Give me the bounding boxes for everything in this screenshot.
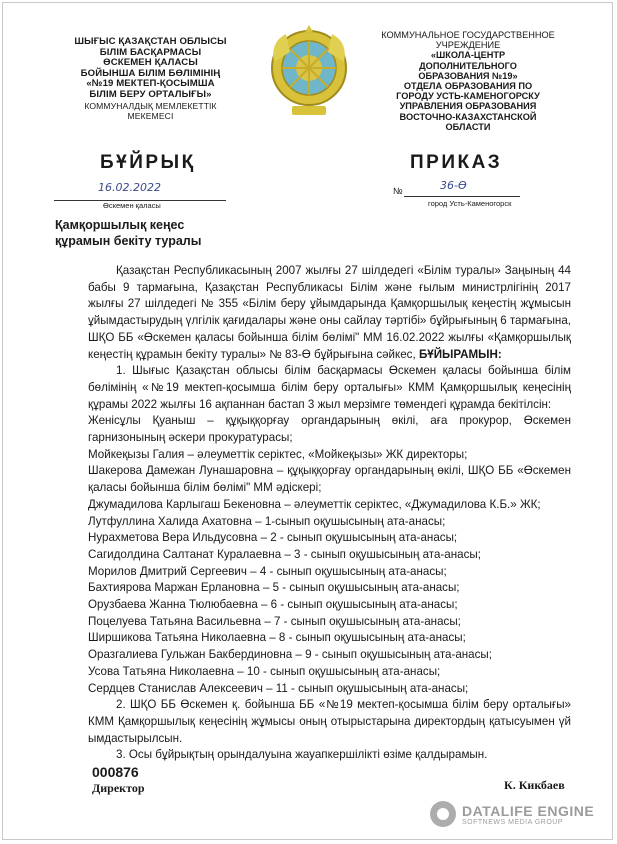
header-ru-sub: УЧРЕЖДЕНИЕ <box>435 40 501 51</box>
watermark <box>430 797 605 831</box>
member-item: Бахтиярова Маржан Ерлановна – 5 - сынып оқушысының ата-анасы; <box>88 581 460 595</box>
subject-line: құрамын бекіту туралы <box>55 234 202 248</box>
watermark-main: DATALIFE ENGINE <box>462 802 595 819</box>
header-kz-line: ӨСКЕМЕН ҚАЛАСЫ <box>103 57 198 69</box>
seal-number: 000876 <box>92 764 139 780</box>
member-item: Усова Татьяна Николаевна – 10 - сынып оқушысының ата-анасы; <box>88 664 441 678</box>
header-ru-line: ОТДЕЛА ОБРАЗОВАНИЯ ПО <box>403 81 533 92</box>
title-kz: БҰЙРЫҚ <box>100 152 196 173</box>
header-ru-line: ОБЛАСТИ <box>445 121 491 132</box>
header-ru-line: ГОРОДУ УСТЬ-КАМЕНОГОРСКУ <box>396 91 540 102</box>
item-1: 1. Шығыс Қазақстан облысы білім басқармасы Өскемен қаласы бойынша білім бөлімінің «№19 мектеп-қосымша білім беру орталығы» КММ Қамқоршылық кеңесінің құрамы 2022 жылғы 16 ақпаннан бастап 3 жыл мерзімге төмендегі құрамда бекітілсін: <box>88 364 571 411</box>
header-kz-line: БІЛІМ БЕРУ ОРТАЛЫҒЫ» <box>89 88 212 100</box>
watermark-logo-icon <box>430 801 456 827</box>
member-item: Поцелуева Татьяна Васильевна – 7 - сынып оқушысының ата-анасы; <box>88 614 461 628</box>
member-item: Орузбаева Жанна Тюлюбаевна – 6 - сынып оқушысының ата-анасы; <box>88 598 458 612</box>
member-item: Женісұлы Қуаныш – құқыққорғау органдарының өкілі, аға прокурор, Өскемен гарнизонының әскери прокуратурасы; <box>88 414 571 445</box>
city-kz: Өскемен қаласы <box>103 201 161 210</box>
member-item: Оразгалиева Гульжан Бакбердиновна – 9 - сынып оқушысының ата-анасы; <box>88 648 492 662</box>
watermark-text <box>462 803 594 826</box>
header-kz-line: БІЛІМ БАСҚАРМАСЫ <box>99 46 202 58</box>
item-2: 2. ШҚО ББ Өскемен қ. бойынша ББ «№19 мектеп-қосымша білім беру орталығы» КММ Қамқоршылық кеңесінің жұмысы оның отырыстарына директордың қатысуымен үй ымдастырылсын. <box>88 698 571 745</box>
preamble <box>88 263 571 363</box>
member-item: Джумадилова Карлыгаш Бекеновна – әлеуметтік серіктес, «Джумадилова К.Б.» ЖК; <box>88 497 541 511</box>
member-item: Ширшикова Татьяна Николаевна – 8 - сынып оқушысының ата-анасы; <box>88 631 466 645</box>
header-kz-line: БОЙЫНША БІЛІМ БӨЛІМІНІҢ <box>80 67 221 79</box>
header-ru-line: ОБРАЗОВАНИЯ №19» <box>418 70 518 81</box>
member-item: Сердцев Станислав Алексеевич – 11 - сынып оқушысының ата-анасы; <box>88 681 469 695</box>
watermark-sub: SOFTNEWS MEDIA GROUP <box>462 818 564 826</box>
header-kz <box>48 37 253 121</box>
order-number: 36-Ө <box>440 179 467 192</box>
order-body <box>88 263 571 764</box>
member-item: Лутфуллина Халида Ахатовна – 1-сынып оқушысының ата-анасы; <box>88 514 446 528</box>
member-item: Мойкеқызы Галия – әлеуметтік серіктес, «Мойкеқызы» ЖК директоры; <box>88 447 468 461</box>
member-item: Нурахметова Вера Ильдусовна – 2 - сынып оқушысының ата-анасы; <box>88 531 458 545</box>
member-item: Сагидолдина Салтанат Куралаевна – 3 - сынып оқушысының ата-анасы; <box>88 547 481 561</box>
header-kz-line: «№19 МЕКТЕП-ҚОСЫМША <box>86 78 215 90</box>
header-ru-line: ДОПОЛНИТЕЛЬНОГО <box>419 60 517 71</box>
header-ru-line: УПРАВЛЕНИЯ ОБРАЗОВАНИЯ <box>399 101 537 112</box>
preamble-text: Қазақстан Республикасының 2007 жылғы 27 шілдедегі «Білім туралы» Заңының 44 бабы 9 тармағына, Қазақстан Республикасы Білім және ғылым министрлігінің 2017 жылғы 27 шілдедегі № 355 «Білім беру ұйымдарында Қамқоршылық кеңестің жұмысын ұйымдастырудың үлгілік қағидалары және оны сайлау тәртібі» бұйрығының 6 тармағына, ШҚО ББ «Өскемен қаласы бойынша білім бөлімі" ММ 16.02.2022 жылғы «Қамқоршылық кеңестің құрамын бекіту туралы» № 83-Ө бұйрығына сәйкес, <box>88 264 571 361</box>
header-ru-line: ВОСТОЧНО-КАЗАХСТАНСКОЙ <box>399 111 537 122</box>
number-sign: № <box>393 186 403 196</box>
city-ru: город Усть-Каменогорск <box>428 199 512 208</box>
header-ru-sub: КОММУНАЛЬНОЕ ГОСУДАРСТВЕННОЕ <box>381 30 555 40</box>
order-date: 16.02.2022 <box>98 181 161 194</box>
state-emblem-icon <box>268 22 350 120</box>
subject-line: Қамқоршылық кеңес <box>55 218 185 232</box>
item-3: 3. Осы бұйрықтың орындалуына жауапкершілікті өзіме қалдырамын. <box>116 748 488 762</box>
member-item: Шакерова Дамежан Лунашаровна – құқыққорғау органдарының өкілі, ШҚО ББ «Өскемен қаласы бойынша білім бөлімі" ММ әдіскері; <box>88 464 571 495</box>
member-item: Морилов Дмитрий Сергеевич – 4 - сынып оқушысының ата-анасы; <box>88 564 447 578</box>
header-kz-sub: КОММУНАЛДЫҚ МЕМЛЕКЕТТІК <box>84 100 217 111</box>
header-kz-line: ШЫҒЫС ҚАЗАҚСТАН ОБЛЫСЫ <box>74 36 227 47</box>
header-kz-sub: МЕКЕМЕСІ <box>127 110 174 121</box>
title-ru: ПРИКАЗ <box>410 152 503 173</box>
order-word: БҰЙЫРАМЫН: <box>418 347 502 361</box>
director-label: Директор <box>92 781 145 795</box>
header-ru-line: «ШКОЛА-ЦЕНТР <box>430 50 506 61</box>
signer-name: К. Кикбаев <box>504 778 565 792</box>
order-subject <box>55 217 201 249</box>
header-ru <box>368 30 568 132</box>
